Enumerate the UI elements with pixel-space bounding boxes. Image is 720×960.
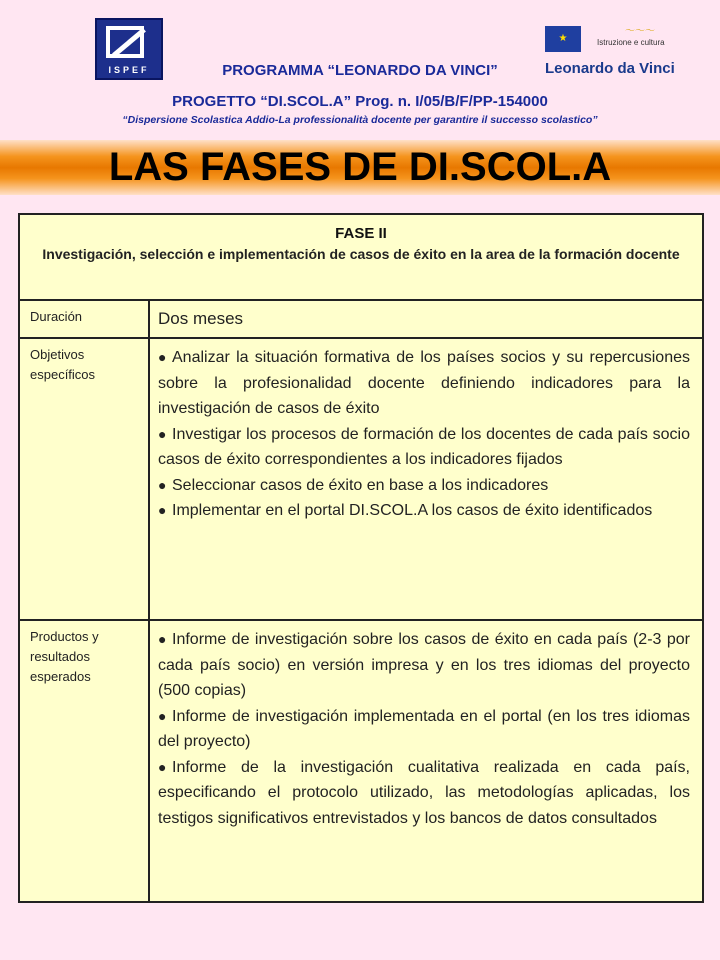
bullet-icon: ● [158,502,167,518]
row-value: Dos meses [158,309,244,328]
bullet-icon: ● [158,707,167,724]
list-item: ● Informe de investigación sobre los casos de éxito en cada país (2-3 por cada país socio) en versión impresa y en los tres idiomas del proyecto (500 copias) [158,627,690,704]
logo-subtitle: Istruzione e cultura [597,38,665,47]
header [0,0,720,140]
logo-text: ISPEF [108,65,150,75]
page-title: LAS FASES DE DI.SCOL.A [108,145,612,189]
list-item: ● Seleccionar casos de éxito en base a los indicadores [158,473,690,499]
table-row-objectives [20,339,702,621]
list-item: ● Investigar los procesos de formación de los docentes de cada país socio casos de éxito correspondientes a los indicadores fijados [158,422,690,473]
eu-flag-icon: ★ [545,26,581,52]
bullet-icon: ● [158,349,167,365]
row-value [152,339,702,524]
list-item: ● Implementar en el portal DI.SCOL.A los casos de éxito identificados [158,498,690,524]
list-item: ● Informe de la investigación cualitativa realizada en cada país, especificando el protocolo utilizado, las metodologías aplicadas, los testigos significativos entrevistados y los bancos de datos consultados [158,755,690,832]
bullet-icon: ● [158,476,167,493]
objectives-list [158,345,690,524]
phase-table [18,213,704,903]
bullet-icon: ● [158,758,167,775]
signature-mark-icon: 〜〜〜 [625,26,655,37]
table-row-products [20,621,702,901]
bullet-icon: ● [158,425,167,442]
logo-name: Leonardo da Vinci [545,60,675,77]
programme-title: PROGRAMMA “LEONARDO DA VINCI” [222,62,498,79]
phase-description: Investigación, selección e implementación de casos de éxito en la area de la formación docente [42,246,680,262]
project-subtitle: “Dispersione Scolastica Addio-La professionalità docente per garantire il successo scolastico” [122,114,598,126]
phase-label: FASE II [335,225,387,242]
row-label: Productos y resultados esperados [20,621,150,901]
bullet-icon: ● [158,631,167,647]
list-item: ● Analizar la situación formativa de los países socios y su repercusiones sobre la profesionalidad docente definiendo indicadores para la investigación de casos de éxito [158,345,690,422]
row-label: Objetivos específicos [20,339,150,619]
products-list [158,627,690,831]
row-value [152,621,702,831]
row-label: Duración [20,301,150,337]
table-row-duration [20,301,702,339]
project-title: PROGETTO “DI.SCOL.A” Prog. n. I/05/B/F/PP-154000 [172,93,548,110]
phase-header [20,215,702,301]
list-item: ● Informe de investigación implementada en el portal (en los tres idiomas del proyecto) [158,704,690,755]
